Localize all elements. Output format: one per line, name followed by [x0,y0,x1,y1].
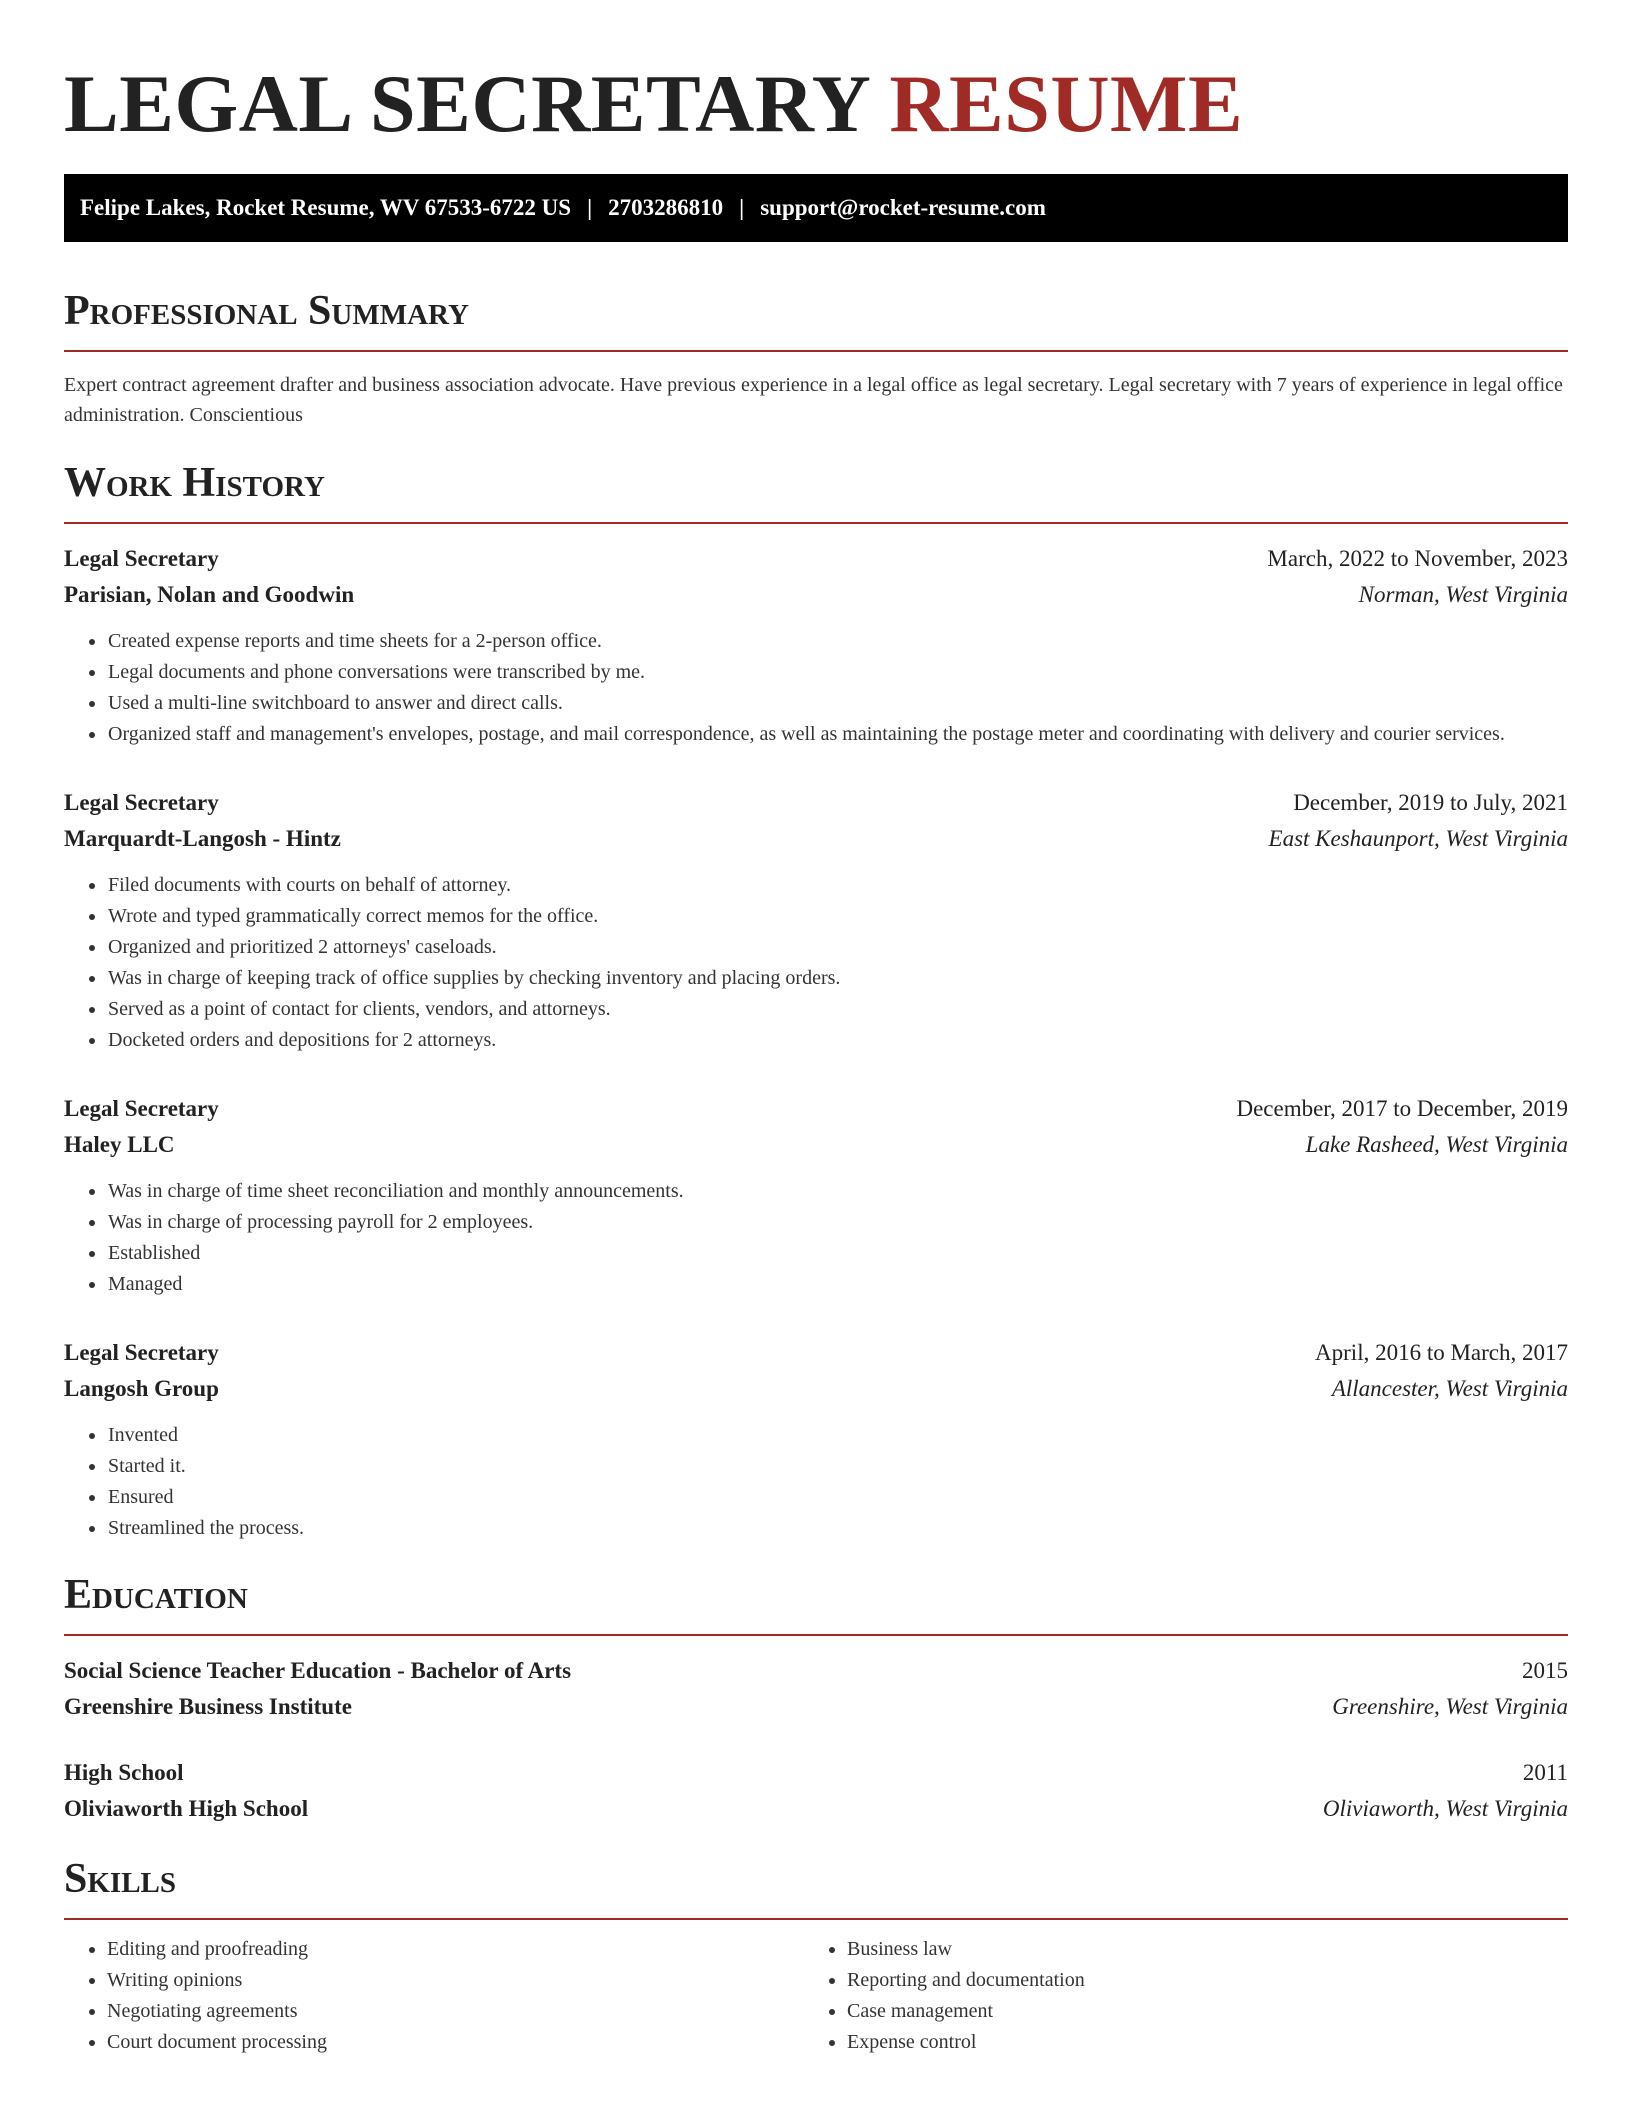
list-item: • Wrote and typed grammatically correct memos for the office. [107,901,1568,932]
list-item: • Filed documents with courts on behalf of attorney. [107,870,1568,901]
education-entry [64,1756,1568,1828]
list-item: • Legal documents and phone conversations were transcribed by me. [107,657,1568,688]
education-entry [64,1654,1568,1726]
skill-item: • Business law [847,1934,1544,1965]
title-accent: RESUME [889,58,1244,149]
job-bullets [64,1176,1568,1300]
job-company: Parisian, Nolan and Goodwin [64,582,355,607]
list-item: • Created expense reports and time sheets for a 2-person office. [107,626,1568,657]
skill-item: • Reporting and documentation [847,1965,1544,1996]
skill-item: • Editing and proofreading [107,1934,804,1965]
title-main: LEGAL SECRETARY [64,58,869,149]
list-item: • Organized and prioritized 2 attorneys' caseloads. [107,932,1568,963]
job-dates: December, 2019 to July, 2021 [1293,790,1568,815]
list-item: • Established [107,1238,1568,1269]
skill-item: • Negotiating agreements [107,1996,804,2027]
work-history-heading: Work History [64,458,1568,524]
list-item: • Docketed orders and depositions for 2 attorneys. [107,1025,1568,1056]
list-item: • Managed [107,1269,1568,1300]
list-item: • Streamlined the process. [107,1513,1568,1544]
skills-list [64,1934,1568,2058]
education-location: Greenshire, West Virginia [1332,1694,1568,1719]
job-company: Haley LLC [64,1132,175,1157]
education-year: 2015 [1522,1658,1568,1683]
list-item: • Used a multi-line switchboard to answer and direct calls. [107,688,1568,719]
job-dates: March, 2022 to November, 2023 [1267,546,1568,571]
job-entry [64,1336,1568,1544]
contact-address: Felipe Lakes, Rocket Resume, WV 67533-6722 US [80,195,572,220]
contact-bar [64,174,1568,242]
job-dates: April, 2016 to March, 2017 [1315,1340,1568,1365]
skill-item: • Court document processing [107,2027,804,2058]
summary-heading: Professional Summary [64,286,1568,352]
skills-heading: Skills [64,1854,1568,1920]
job-entry [64,1092,1568,1300]
job-title: Legal Secretary [64,1340,219,1365]
job-entry [64,542,1568,750]
job-entry [64,786,1568,1056]
skill-item: • Writing opinions [107,1965,804,1996]
job-bullets [64,870,1568,1056]
resume-page [64,0,1568,2058]
skills-column-left [64,1934,804,2058]
list-item: • Was in charge of keeping track of office supplies by checking inventory and placing orders. [107,963,1568,994]
skills-column-right [804,1934,1544,2058]
contact-phone: 2703286810 [608,195,724,220]
education-school: Greenshire Business Institute [64,1694,352,1719]
job-location: Lake Rasheed, West Virginia [1305,1132,1568,1157]
education-school: Oliviaworth High School [64,1796,309,1821]
contact-email: support@rocket-resume.com [760,195,1046,220]
education-heading: Education [64,1570,1568,1636]
job-dates: December, 2017 to December, 2019 [1236,1096,1568,1121]
job-title: Legal Secretary [64,1096,219,1121]
list-item: • Served as a point of contact for clients, vendors, and attorneys. [107,994,1568,1025]
list-item: • Was in charge of processing payroll for 2 employees. [107,1207,1568,1238]
list-item: • Organized staff and management's envelopes, postage, and mail correspondence, as well as maintaining the postage meter and coordinating with delivery and courier services. [107,719,1568,750]
education-location: Oliviaworth, West Virginia [1322,1796,1568,1821]
skill-item: • Case management [847,1996,1544,2027]
job-title: Legal Secretary [64,790,219,815]
job-company: Marquardt-Langosh - Hintz [64,826,341,851]
resume-title [64,58,1568,150]
job-location: Norman, West Virginia [1358,582,1568,607]
job-bullets [64,1420,1568,1544]
list-item: • Ensured [107,1482,1568,1513]
education-degree: Social Science Teacher Education - Bachelor of Arts [64,1658,572,1683]
summary-text: Expert contract agreement drafter and business association advocate. Have previous experience in a legal office as legal secretary. Legal secretary with 7 years of experience in legal office administration. Conscientious [64,374,1563,426]
job-company: Langosh Group [64,1376,219,1401]
list-item: • Invented [107,1420,1568,1451]
skill-item: • Expense control [847,2027,1544,2058]
contact-separator: | [739,195,745,220]
education-year: 2011 [1522,1760,1568,1785]
list-item: • Was in charge of time sheet reconciliation and monthly announcements. [107,1176,1568,1207]
job-location: East Keshaunport, West Virginia [1268,826,1568,851]
education-degree: High School [64,1760,184,1785]
job-title: Legal Secretary [64,546,219,571]
list-item: • Started it. [107,1451,1568,1482]
job-bullets [64,626,1568,750]
contact-separator: | [587,195,593,220]
job-location: Allancester, West Virginia [1331,1376,1568,1401]
